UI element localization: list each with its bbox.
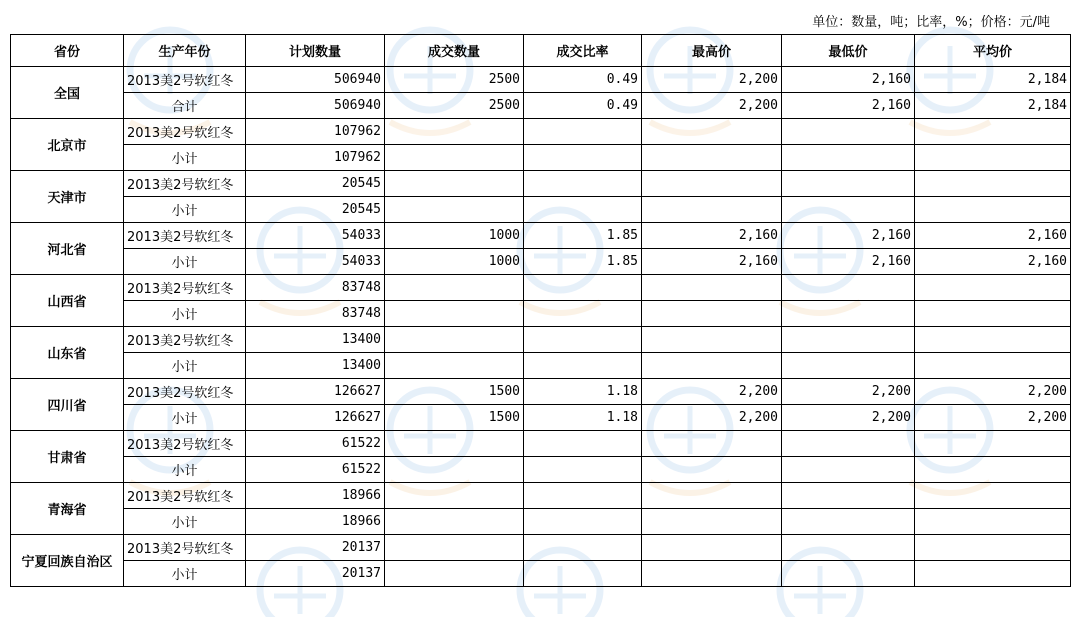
deal-qty-cell (385, 275, 524, 301)
low-price-cell (782, 327, 915, 353)
table-row (11, 561, 1071, 587)
avg-price-cell (915, 561, 1071, 587)
avg-price-cell: 2,160 (915, 249, 1071, 275)
high-price-cell (642, 431, 782, 457)
planned-qty-cell: 61522 (246, 457, 385, 483)
avg-price-cell (915, 535, 1071, 561)
province-cell: 全国 (11, 67, 124, 119)
low-price-cell (782, 301, 915, 327)
table-row (11, 353, 1071, 379)
province-cell: 四川省 (11, 379, 124, 431)
table-row (11, 379, 1071, 405)
province-cell: 宁夏回族自治区 (11, 535, 124, 587)
low-price-cell (782, 197, 915, 223)
planned-qty-cell: 54033 (246, 249, 385, 275)
subtotal-label-cell: 小计 (124, 457, 246, 483)
high-price-cell (642, 171, 782, 197)
avg-price-cell (915, 197, 1071, 223)
deal-ratio-cell (524, 171, 642, 197)
avg-price-cell (915, 301, 1071, 327)
table-row (11, 67, 1071, 93)
avg-price-cell (915, 353, 1071, 379)
production-year-cell: 2013美2号软红冬 (124, 171, 246, 197)
planned-qty-cell: 54033 (246, 223, 385, 249)
production-year-cell: 2013美2号软红冬 (124, 483, 246, 509)
high-price-cell (642, 509, 782, 535)
low-price-cell (782, 457, 915, 483)
production-year-cell: 2013美2号软红冬 (124, 379, 246, 405)
high-price-cell (642, 353, 782, 379)
planned-qty-cell: 61522 (246, 431, 385, 457)
subtotal-label-cell: 小计 (124, 561, 246, 587)
high-price-cell (642, 197, 782, 223)
deal-qty-cell: 1500 (385, 405, 524, 431)
subtotal-label-cell: 小计 (124, 145, 246, 171)
avg-price-cell (915, 171, 1071, 197)
table-row (11, 119, 1071, 145)
avg-price-cell (915, 509, 1071, 535)
low-price-cell: 2,160 (782, 93, 915, 119)
province-cell: 山东省 (11, 327, 124, 379)
deal-ratio-cell (524, 509, 642, 535)
province-cell: 河北省 (11, 223, 124, 275)
low-price-cell (782, 509, 915, 535)
deal-ratio-cell (524, 145, 642, 171)
low-price-cell (782, 483, 915, 509)
low-price-cell (782, 275, 915, 301)
deal-ratio-cell (524, 457, 642, 483)
table-row (11, 431, 1071, 457)
table-row (11, 509, 1071, 535)
unit-note: 单位：数量，吨；比率，%；价格：元/吨 (812, 15, 1050, 30)
avg-price-cell (915, 327, 1071, 353)
avg-price-cell (915, 275, 1071, 301)
deal-qty-cell (385, 561, 524, 587)
planned-qty-cell: 83748 (246, 301, 385, 327)
table-row (11, 145, 1071, 171)
avg-price-cell (915, 431, 1071, 457)
low-price-cell (782, 535, 915, 561)
subtotal-label-cell: 小计 (124, 249, 246, 275)
deal-qty-cell (385, 483, 524, 509)
planned-qty-cell: 20545 (246, 197, 385, 223)
low-price-cell (782, 431, 915, 457)
deal-qty-cell: 2500 (385, 67, 524, 93)
high-price-cell (642, 275, 782, 301)
subtotal-label-cell: 小计 (124, 301, 246, 327)
header-province: 省份 (11, 35, 124, 67)
avg-price-cell (915, 483, 1071, 509)
deal-qty-cell: 2500 (385, 93, 524, 119)
province-cell: 青海省 (11, 483, 124, 535)
low-price-cell: 2,200 (782, 379, 915, 405)
high-price-cell (642, 301, 782, 327)
province-cell: 山西省 (11, 275, 124, 327)
production-year-cell: 2013美2号软红冬 (124, 535, 246, 561)
high-price-cell: 2,200 (642, 67, 782, 93)
deal-ratio-cell (524, 353, 642, 379)
high-price-cell: 2,200 (642, 93, 782, 119)
high-price-cell: 2,200 (642, 379, 782, 405)
low-price-cell (782, 561, 915, 587)
production-year-cell: 2013美2号软红冬 (124, 431, 246, 457)
deal-qty-cell (385, 145, 524, 171)
price-table (10, 34, 1071, 587)
deal-qty-cell (385, 301, 524, 327)
deal-ratio-cell (524, 197, 642, 223)
high-price-cell: 2,160 (642, 223, 782, 249)
low-price-cell: 2,160 (782, 223, 915, 249)
high-price-cell (642, 457, 782, 483)
avg-price-cell (915, 457, 1071, 483)
deal-ratio-cell: 1.18 (524, 379, 642, 405)
subtotal-label-cell: 小计 (124, 353, 246, 379)
header-deal-qty: 成交数量 (385, 35, 524, 67)
deal-qty-cell (385, 119, 524, 145)
deal-qty-cell (385, 535, 524, 561)
high-price-cell: 2,200 (642, 405, 782, 431)
planned-qty-cell: 20545 (246, 171, 385, 197)
avg-price-cell: 2,200 (915, 379, 1071, 405)
high-price-cell (642, 535, 782, 561)
province-cell: 北京市 (11, 119, 124, 171)
planned-qty-cell: 107962 (246, 119, 385, 145)
deal-ratio-cell (524, 431, 642, 457)
table-row (11, 457, 1071, 483)
avg-price-cell (915, 145, 1071, 171)
subtotal-label-cell: 小计 (124, 509, 246, 535)
deal-qty-cell (385, 327, 524, 353)
planned-qty-cell: 18966 (246, 509, 385, 535)
planned-qty-cell: 126627 (246, 379, 385, 405)
low-price-cell: 2,160 (782, 249, 915, 275)
header-high-price: 最高价 (642, 35, 782, 67)
deal-qty-cell (385, 197, 524, 223)
subtotal-label-cell: 合计 (124, 93, 246, 119)
deal-ratio-cell (524, 535, 642, 561)
deal-ratio-cell: 0.49 (524, 67, 642, 93)
avg-price-cell: 2,184 (915, 93, 1071, 119)
deal-ratio-cell: 0.49 (524, 93, 642, 119)
planned-qty-cell: 13400 (246, 327, 385, 353)
avg-price-cell: 2,184 (915, 67, 1071, 93)
deal-ratio-cell: 1.85 (524, 223, 642, 249)
province-cell: 甘肃省 (11, 431, 124, 483)
deal-qty-cell: 1000 (385, 223, 524, 249)
low-price-cell (782, 145, 915, 171)
planned-qty-cell: 18966 (246, 483, 385, 509)
table-row (11, 197, 1071, 223)
deal-ratio-cell (524, 301, 642, 327)
planned-qty-cell: 20137 (246, 535, 385, 561)
deal-ratio-cell (524, 275, 642, 301)
table-row (11, 249, 1071, 275)
header-planned-qty: 计划数量 (246, 35, 385, 67)
planned-qty-cell: 506940 (246, 93, 385, 119)
header-production-year: 生产年份 (124, 35, 246, 67)
deal-qty-cell (385, 353, 524, 379)
production-year-cell: 2013美2号软红冬 (124, 327, 246, 353)
production-year-cell: 2013美2号软红冬 (124, 223, 246, 249)
deal-ratio-cell (524, 561, 642, 587)
table-row (11, 223, 1071, 249)
production-year-cell: 2013美2号软红冬 (124, 275, 246, 301)
high-price-cell (642, 145, 782, 171)
low-price-cell: 2,200 (782, 405, 915, 431)
province-cell: 天津市 (11, 171, 124, 223)
planned-qty-cell: 20137 (246, 561, 385, 587)
subtotal-label-cell: 小计 (124, 405, 246, 431)
table-row (11, 535, 1071, 561)
deal-ratio-cell: 1.18 (524, 405, 642, 431)
deal-qty-cell (385, 457, 524, 483)
table-row (11, 301, 1071, 327)
table-row (11, 483, 1071, 509)
subtotal-label-cell: 小计 (124, 197, 246, 223)
deal-qty-cell (385, 509, 524, 535)
high-price-cell (642, 561, 782, 587)
planned-qty-cell: 506940 (246, 67, 385, 93)
table-row (11, 327, 1071, 353)
header-low-price: 最低价 (782, 35, 915, 67)
high-price-cell (642, 119, 782, 145)
planned-qty-cell: 13400 (246, 353, 385, 379)
avg-price-cell (915, 119, 1071, 145)
avg-price-cell: 2,160 (915, 223, 1071, 249)
table-row (11, 93, 1071, 119)
avg-price-cell: 2,200 (915, 405, 1071, 431)
low-price-cell (782, 353, 915, 379)
deal-ratio-cell (524, 483, 642, 509)
table-header-row (11, 35, 1071, 67)
production-year-cell: 2013美2号软红冬 (124, 67, 246, 93)
low-price-cell: 2,160 (782, 67, 915, 93)
planned-qty-cell: 83748 (246, 275, 385, 301)
header-deal-ratio: 成交比率 (524, 35, 642, 67)
deal-qty-cell: 1000 (385, 249, 524, 275)
deal-ratio-cell: 1.85 (524, 249, 642, 275)
production-year-cell: 2013美2号软红冬 (124, 119, 246, 145)
high-price-cell (642, 327, 782, 353)
planned-qty-cell: 107962 (246, 145, 385, 171)
deal-qty-cell: 1500 (385, 379, 524, 405)
table-row (11, 405, 1071, 431)
deal-ratio-cell (524, 327, 642, 353)
high-price-cell (642, 483, 782, 509)
low-price-cell (782, 119, 915, 145)
header-avg-price: 平均价 (915, 35, 1071, 67)
low-price-cell (782, 171, 915, 197)
high-price-cell: 2,160 (642, 249, 782, 275)
table-row (11, 275, 1071, 301)
planned-qty-cell: 126627 (246, 405, 385, 431)
deal-qty-cell (385, 431, 524, 457)
deal-ratio-cell (524, 119, 642, 145)
table-row (11, 171, 1071, 197)
deal-qty-cell (385, 171, 524, 197)
